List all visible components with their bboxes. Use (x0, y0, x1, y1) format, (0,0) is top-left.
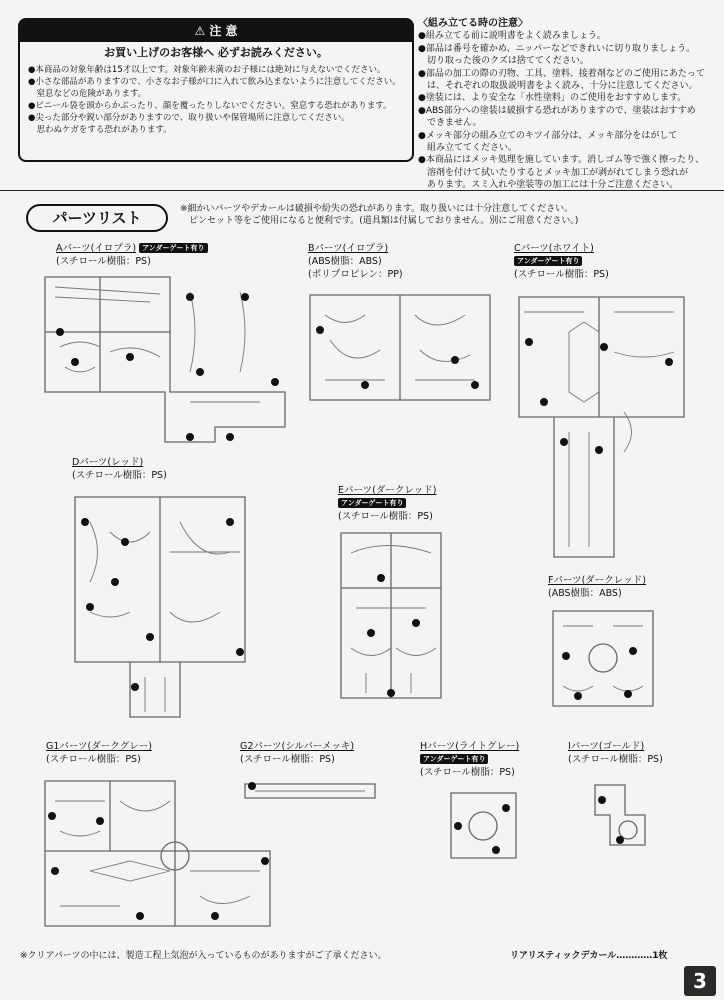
assembly-notes (418, 18, 718, 192)
runner-g1-name: G1パーツ(ダークグレー) (46, 741, 152, 752)
runner-e-caption (338, 484, 436, 523)
runner-i-caption (568, 740, 663, 766)
runner-f-material: (ABS樹脂：ABS) (548, 588, 622, 599)
note-line: ●組み立てる前に説明書をよく読みましょう。 (418, 31, 606, 42)
warning-box (18, 18, 414, 162)
parts-note-line: ピンセット等をご使用になると便利です。(道具類は付属しておりません。別にご用意ください。) (180, 216, 579, 226)
note-line: ●部品は番号を確かめ、ニッパーなどできれいに切り取りましょう。 (418, 43, 696, 54)
runner-h-caption (420, 740, 519, 779)
underground-badge: アンダーゲート有り (514, 256, 582, 266)
decal-count: リアリスティックデカール…………1枚 (510, 951, 668, 961)
warning-line: ●ビニール袋を頭からかぶったり、顔を覆ったりしないでください。窒息する恐れがあります。 (28, 101, 392, 111)
runner-d-caption (72, 456, 167, 482)
note-line: ●塗装には、より安全な「水性塗料」のご使用をおすすめします。 (418, 93, 687, 104)
clear-parts-note: ※クリアパーツの中には、製造工程上気泡が入っているものがありますがご了承ください。 (20, 951, 387, 961)
warning-line: ●尖った部分や鋭い部分がありますので、取り扱いや保管場所に注意してください。 (28, 113, 350, 123)
runner-d-material: (スチロール樹脂：PS) (72, 470, 167, 481)
section-divider (0, 190, 724, 191)
runner-b-diagram (305, 290, 495, 410)
runner-b-material: (ABS樹脂：ABS) (308, 256, 382, 267)
note-line: ●本商品にはメッキ処理を施しています。消しゴム等で強く擦ったり、 (418, 155, 705, 166)
note-line: あります。スミ入れや塗装等の加工には十分ご注意ください。 (418, 180, 679, 191)
runner-g1-material: (スチロール樹脂：PS) (46, 754, 141, 765)
note-line: は、それぞれの取扱説明書をよく読み、十分に注意してください。 (418, 81, 698, 92)
note-line: ●部品の加工の際の刃物、工具、塗料、接着剤などのご使用にあたって (418, 68, 705, 79)
runner-b-material2: (ポリプロピレン：PP) (308, 269, 403, 280)
runner-a-material: (スチロール樹脂：PS) (56, 256, 151, 267)
note-line: 組み立ててください。 (418, 143, 518, 154)
runner-h-diagram (446, 788, 521, 863)
underground-badge: アンダーゲート有り (139, 243, 207, 253)
note-line: ●メッキ部分の組み立てのキツイ部分は、メッキ部分をはがして (418, 130, 678, 141)
parts-list-title: パーツリスト (26, 204, 168, 232)
runner-d-diagram (70, 492, 250, 722)
underground-badge: アンダーゲート有り (420, 754, 488, 764)
runner-i-material: (スチロール樹脂：PS) (568, 754, 663, 765)
runner-b-name: Bパーツ(イロプラ) (308, 243, 389, 254)
runner-g1-caption (46, 740, 152, 766)
runner-a-caption (56, 242, 208, 268)
warning-line: 思わぬケガをする恐れがあります。 (28, 125, 172, 135)
runner-g2-name: G2パーツ(シルバーメッキ) (240, 741, 355, 752)
parts-note-line: ※細かいパーツやデカールは破損や紛失の恐れがあります。取り扱いには十分注意してください。 (180, 204, 574, 214)
runner-c-name: Cパーツ(ホワイト) (514, 243, 594, 254)
note-line: できません。 (418, 118, 482, 129)
page-number: 3 (684, 966, 716, 996)
runner-f-caption (548, 574, 646, 600)
warning-title: ⚠ 注 意 (20, 20, 412, 42)
note-line: ●ABS部分への塗装は破損する恐れがありますので、塗装はおすすめ (418, 105, 696, 116)
assembly-notes-title: 〈組み立てる時の注意〉 (418, 18, 528, 29)
runner-c-caption (514, 242, 609, 281)
note-line: 溶剤を付けて拭いたりするとメッキ加工が剥がれてしまう恐れが (418, 167, 689, 178)
runner-b-caption (308, 242, 403, 281)
runner-g2-material: (スチロール樹脂：PS) (240, 754, 335, 765)
runner-i-diagram (590, 780, 650, 850)
runner-i-name: Iパーツ(ゴールド) (568, 741, 645, 752)
warning-line: ●小さな部品がありますので、小さなお子様が口に入れて飲み込まないように注意してください。 (28, 77, 401, 87)
runner-h-material: (スチロール樹脂：PS) (420, 767, 515, 778)
runner-e-diagram (336, 528, 446, 708)
warning-line: ●本商品の対象年齢は15才以上です。対象年齢未満のお子様には絶対に与えないでください。 (28, 65, 386, 75)
runner-e-material: (スチロール樹脂：PS) (338, 511, 433, 522)
underground-badge: アンダーゲート有り (338, 498, 406, 508)
parts-list-note (180, 203, 630, 227)
runner-h-name: Hパーツ(ライトグレー) (420, 741, 520, 752)
runner-f-diagram (548, 606, 658, 716)
runner-a-diagram (40, 272, 290, 442)
warning-line: 窒息などの危険があります。 (28, 89, 147, 99)
runner-g2-diagram (240, 776, 380, 806)
warning-subtitle: お買い上げのお客様へ 必ずお読みください。 (104, 46, 328, 59)
runner-f-name: Fパーツ(ダークレッド) (548, 575, 646, 586)
note-line: 切り取った後のクズは捨ててください。 (418, 56, 589, 67)
warning-lines (28, 64, 408, 136)
runner-e-name: Eパーツ(ダークレッド) (338, 485, 437, 496)
runner-g2-caption (240, 740, 354, 766)
runner-a-name: Aパーツ(イロプラ) (56, 243, 137, 254)
runner-d-name: Dパーツ(レッド) (72, 457, 144, 468)
runner-c-material: (スチロール樹脂：PS) (514, 269, 609, 280)
runner-c-diagram (514, 292, 689, 562)
